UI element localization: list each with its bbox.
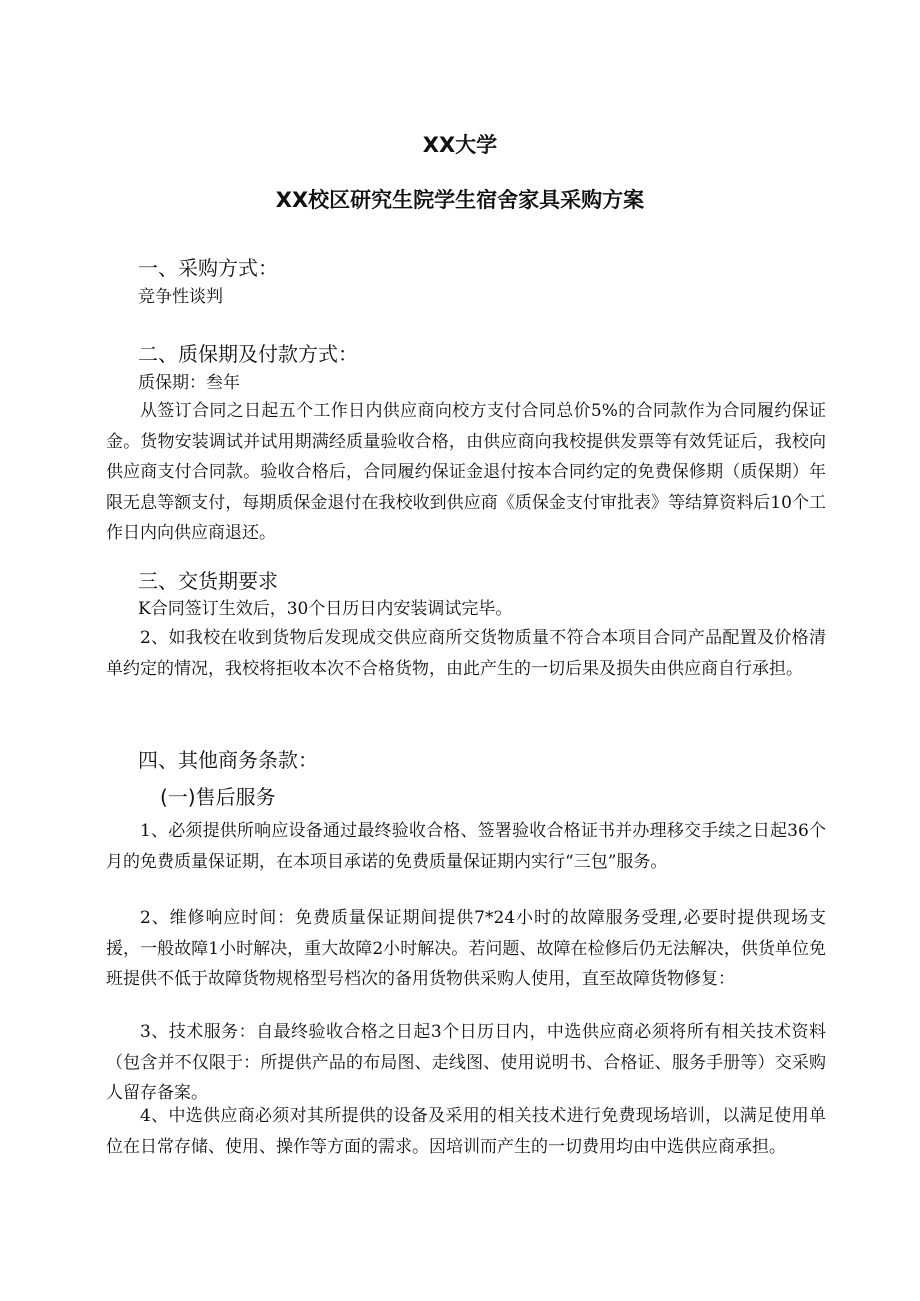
after-sales-item-2: 2、维修响应时间：免费质量保证期间提供7*24小时的故障服务受理,必要时提供现场支援，一般故障1小时解决，重大故障2小时解决。若问题、故障在检修后仍无法解决，供货单位免班提供不低于故障货物规格型号档次的备用货物供采购人使用，直至故障货物修复： bbox=[106, 908, 826, 989]
after-sales-item-3: 3、技术服务：自最终验收合格之日起3个日历日内，中选供应商必须将所有相关技术资料（包含并不仅限于：所提供产品的布局图、走线图、使用说明书、合格证、服务手册等）交采购人留存备案。 bbox=[106, 1022, 826, 1103]
after-sales-subheading: (一)售后服务 bbox=[160, 785, 276, 809]
payment-paragraph: 从签订合同之日起五个工作日内供应商向校方支付合同总价5%的合同款作为合同履约保证金。货物安装调试并试用期满经质量验收合格，由供应商向我校提供发票等有效凭证后，我校向供应商支付合同款。验收合格后，合同履约保证金退付按本合同约定的免费保修期（质保期）年限无息等额支付，每期质保金退付在我校收到供应商《质保金支付审批表》等结算资料后10个工作日内向供应商退还。 bbox=[106, 401, 826, 543]
section-4-heading: 四、其他商务条款： bbox=[138, 748, 318, 772]
section-1-heading: 一、采购方式： bbox=[138, 256, 278, 280]
after-sales-item-4: 4、中选供应商必须对其所提供的设备及采用的相关技术进行免费现场培训，以满足使用单位在日常存储、使用、操作等方面的需求。因培训而产生的一切费用均由中选供应商承担。 bbox=[106, 1106, 826, 1157]
delivery-item-2: 2、如我校在收到货物后发现成交供应商所交货物质量不符合本项目合同产品配置及价格清单约定的情况，我校将拒收本次不合格货物，由此产生的一切后果及损失由供应商自行承担。 bbox=[106, 628, 826, 679]
procurement-method: 竞争性谈判 bbox=[138, 287, 223, 307]
warranty-period: 质保期：叁年 bbox=[138, 373, 240, 393]
after-sales-item-1: 1、必须提供所响应设备通过最终验收合格、签署验收合格证书并办理移交手续之日起36个月的免费质量保证期，在本项目承诺的免费质量保证期内实行“三包”服务。 bbox=[106, 821, 826, 872]
section-2-heading: 二、质保期及付款方式： bbox=[138, 342, 358, 366]
document-title: XX校区研究生院学生宿舍家具采购方案 bbox=[275, 188, 645, 212]
section-3-heading: 三、交货期要求 bbox=[138, 569, 278, 593]
university-title: XX大学 bbox=[422, 133, 498, 157]
delivery-item-1: K合同签订生效后，30个日历日内安装调试完毕。 bbox=[138, 599, 513, 619]
